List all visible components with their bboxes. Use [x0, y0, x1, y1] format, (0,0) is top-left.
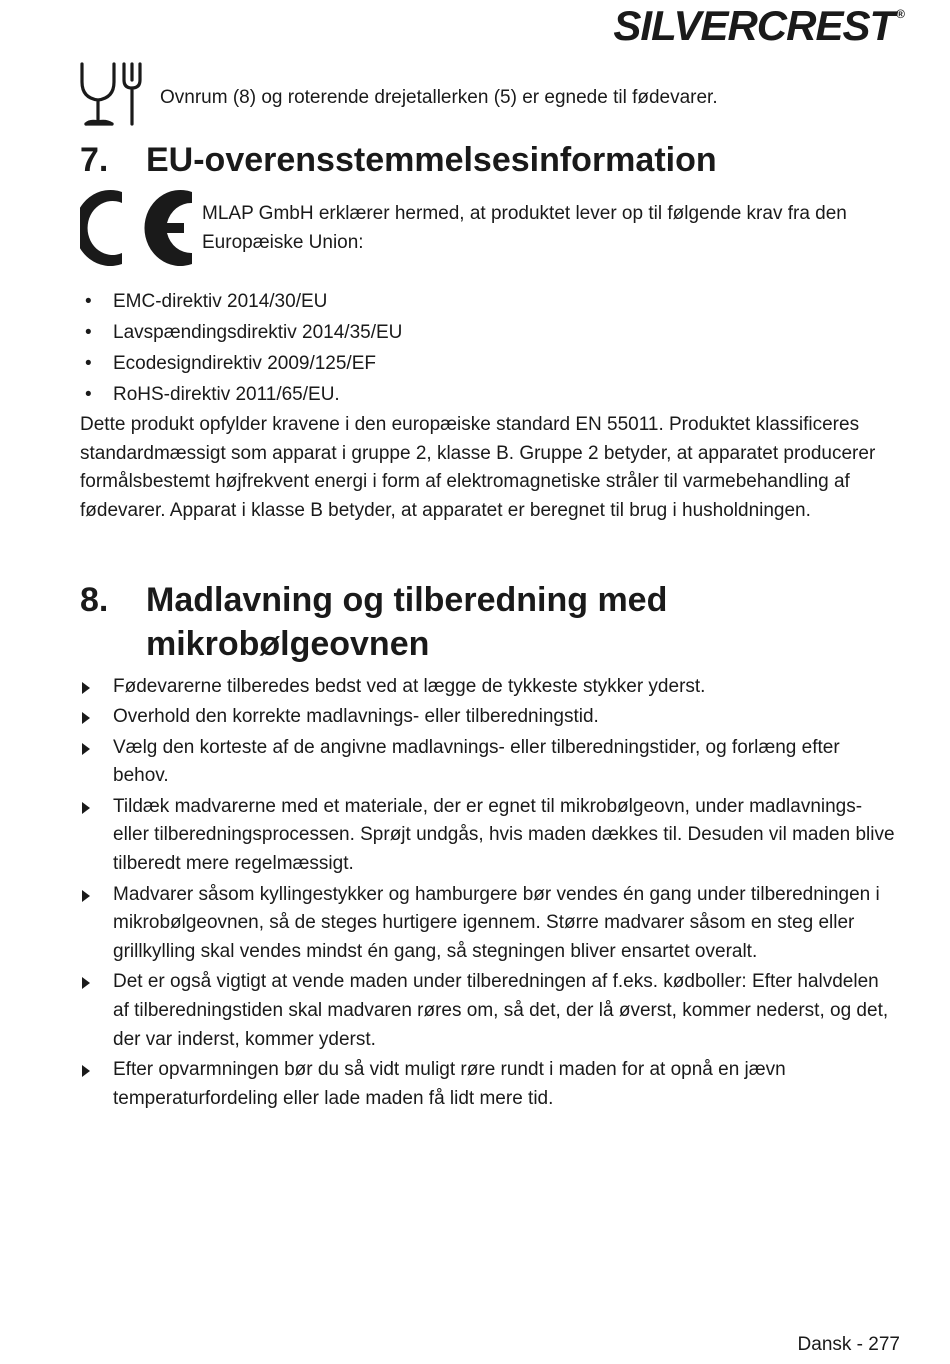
- triangle-bullet-icon: [82, 712, 90, 724]
- list-item: • RoHS-direktiv 2011/65/EU.: [80, 379, 402, 410]
- list-item: [80, 881, 898, 967]
- brand-name: SILVERCREST: [613, 2, 895, 49]
- page-footer: Dansk - 277: [797, 1334, 900, 1355]
- list-item: [80, 673, 898, 702]
- directive-list: [80, 286, 402, 410]
- registered-mark: ®: [896, 7, 904, 21]
- standard-paragraph: Dette produkt opfylder kravene i den europæiske standard EN 55011. Produktet klassificeres standardmæssigt som apparat i gruppe 2, klasse B. Gruppe 2 betyder, at apparatet producerer formålsbestemt højfrekvent energi i form af elektromagnetiske stråler til varmebehandling af fødevarer. Apparat i klasse B betyder, at apparatet er beregnet til brug i husholdningen.: [80, 414, 876, 521]
- triangle-bullet-icon: [82, 890, 90, 902]
- section-7-number: 7.: [80, 141, 109, 179]
- section-8-number: 8.: [80, 581, 109, 619]
- triangle-bullet-icon: [82, 743, 90, 755]
- cooking-steps: [80, 673, 898, 1115]
- list-item: • EMC-direktiv 2014/30/EU: [80, 286, 402, 317]
- step-text: Overhold den korrekte madlavnings- eller tilberedningstid.: [113, 706, 599, 728]
- step-text: Efter opvarmningen bør du så vidt muligt røre rundt i maden for at opnå en jævn temperaturfordeling eller lade maden få lidt mere tid.: [113, 1059, 786, 1110]
- section-7-title: EU-overensstemmelsesinformation: [146, 141, 717, 179]
- ce-declaration: MLAP GmbH erklærer hermed, at produktet lever op til følgende krav fra den Europæiske Union:: [202, 203, 847, 253]
- step-text: Det er også vigtigt at vende maden under tilberedningen af f.eks. kødboller: Efter halvdelen af tilberedningstiden skal madvaren røres om, så det, der lå øverst, kommer nederst, og det, der var inderst, kommer yderst.: [113, 971, 889, 1051]
- triangle-bullet-icon: [82, 1065, 90, 1077]
- list-item: [80, 968, 898, 1054]
- food-safe-note: Ovnrum (8) og roterende drejetallerken (5) er egnede til fødevarer.: [160, 87, 718, 108]
- triangle-bullet-icon: [82, 682, 90, 694]
- list-item: [80, 1056, 898, 1114]
- list-item: • Lavspændingsdirektiv 2014/35/EU: [80, 317, 402, 348]
- section-7-heading: [80, 138, 717, 182]
- step-text: Madvarer såsom kyllingestykker og hamburgere bør vendes én gang under tilberedningen i mikrobølgeovnen, så de steges hurtigere igennem. Større madvarer såsom en steg eller grillkylling skal vendes mindst én gang, så stegningen bliver ensartet overalt.: [113, 883, 880, 963]
- list-item: [80, 793, 898, 879]
- section-8-title-line1: Madlavning og tilberedning med: [146, 581, 668, 619]
- list-item: [80, 734, 898, 792]
- triangle-bullet-icon: [82, 802, 90, 814]
- brand-logo: [613, 2, 904, 50]
- section-8-heading: [80, 578, 667, 666]
- section-8-title-line2: mikrobølgeovnen: [146, 625, 430, 663]
- list-item: [80, 703, 898, 732]
- triangle-bullet-icon: [82, 977, 90, 989]
- step-text: Fødevarerne tilberedes bedst ved at lægge de tykkeste stykker yderst.: [113, 676, 706, 697]
- food-safe-icon: [78, 60, 150, 130]
- step-text: Vælg den korteste af de angivne madlavnings- eller tilberedningstider, og forlæng efter behov.: [113, 736, 840, 787]
- list-item: • Ecodesigndirektiv 2009/125/EF: [80, 348, 402, 379]
- step-text: Tildæk madvarerne med et materiale, der er egnet til mikrobølgeovn, under madlavnings- eller tilberedningsprocessen. Sprøjt undgås, hvis maden dækkes til. Desuden vil maden blive tilberedt mere regelmæssigt.: [113, 795, 895, 875]
- ce-mark-icon: [80, 186, 196, 270]
